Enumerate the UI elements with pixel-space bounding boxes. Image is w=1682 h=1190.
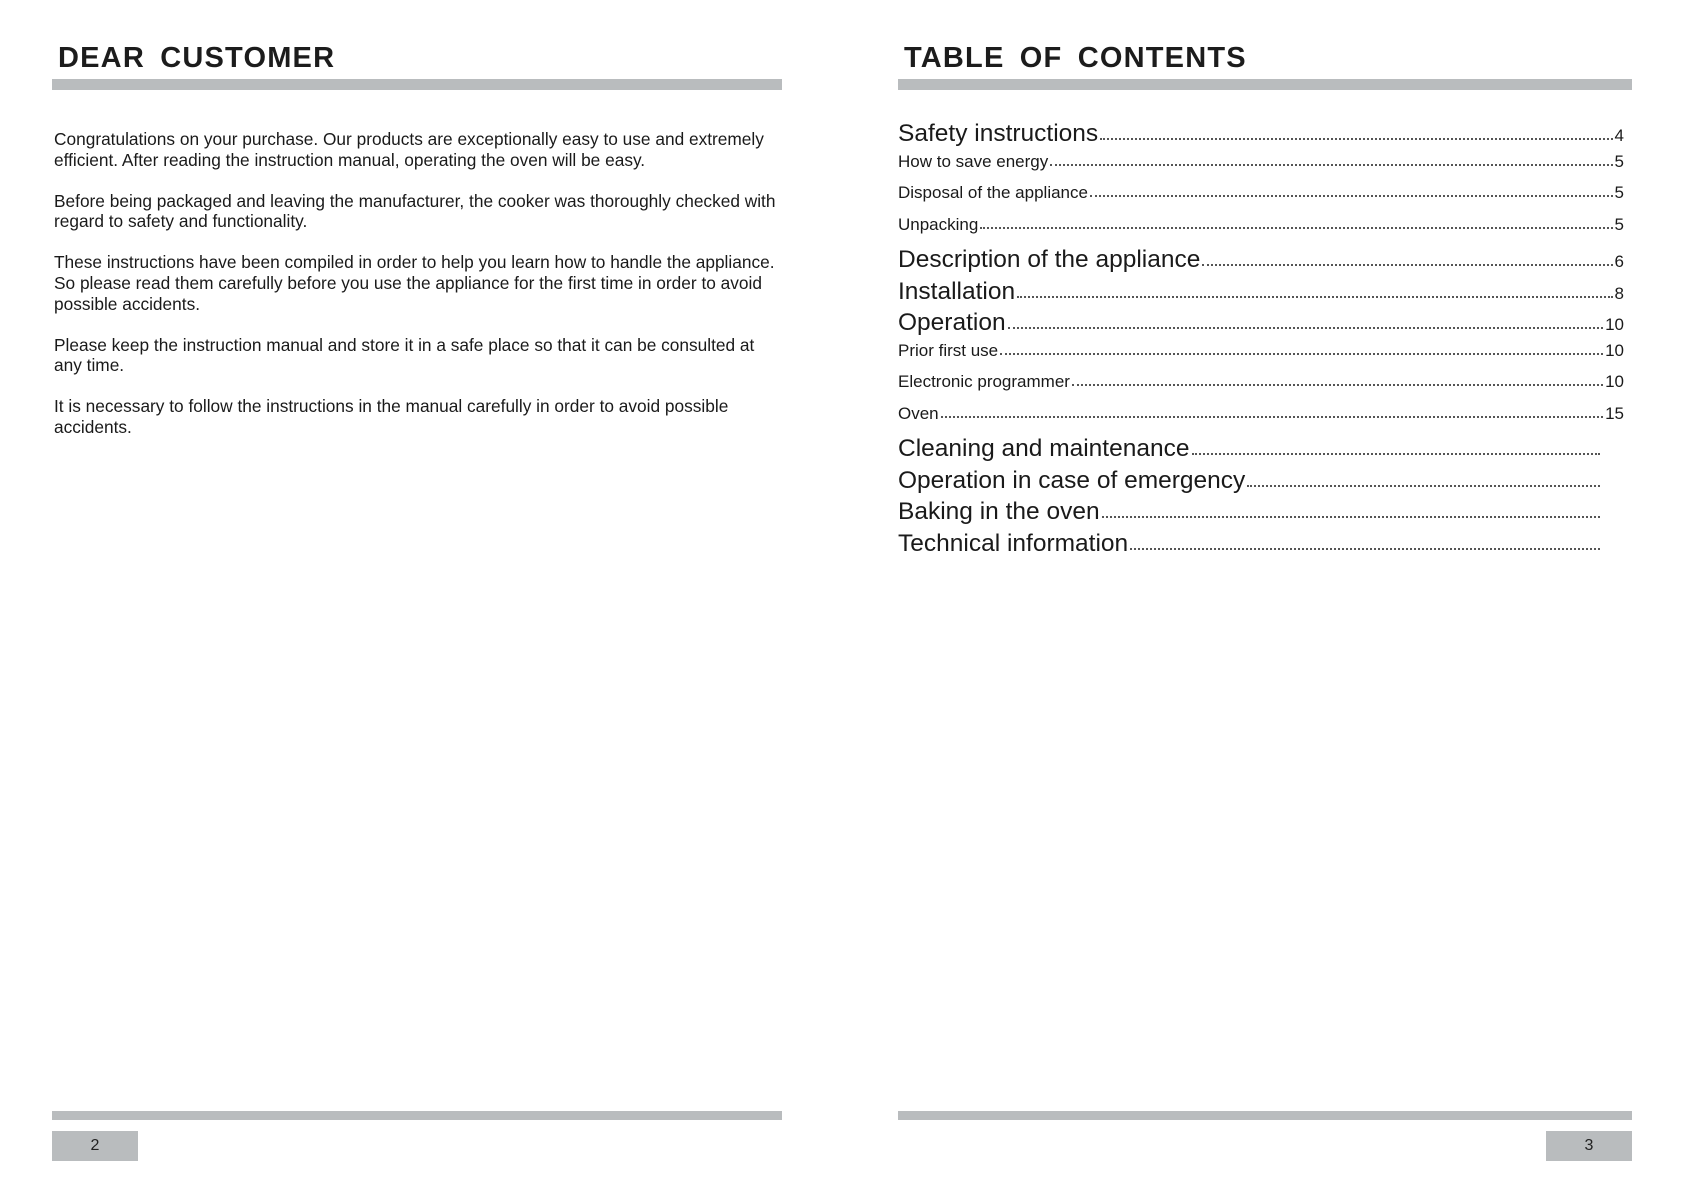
page-number: 3 [1546, 1131, 1632, 1161]
toc-entry [898, 246, 1624, 278]
toc-entry-title: Installation [898, 277, 1016, 305]
toc-entry [898, 498, 1624, 530]
toc-entry-title: How to save energy [898, 151, 1049, 171]
toc-dot-leader [1102, 512, 1600, 518]
page-heading: TABLE OF CONTENTS [904, 42, 1247, 74]
toc-entry-title: Unpacking [898, 214, 979, 234]
toc-entry-title: Cleaning and maintenance [898, 435, 1190, 462]
toc-dot-leader [1247, 481, 1600, 487]
toc-entry-title: Operation in case of emergency [898, 466, 1246, 494]
toc-dot-leader [1192, 449, 1601, 455]
toc-entry [898, 152, 1624, 184]
toc-dot-leader [1017, 292, 1612, 298]
toc-entry-title: Disposal of the appliance [898, 183, 1088, 202]
intro-paragraph: Congratulations on your purchase. Our products are exceptionally easy to use and extremely efficient. After reading the instruction manual, operating the oven will be easy. [54, 129, 764, 170]
right-page [898, 0, 1632, 1190]
toc-entry [898, 404, 1624, 436]
toc-entry-page: 5 [1614, 183, 1624, 202]
intro-text [54, 129, 784, 458]
table-of-contents [898, 120, 1624, 561]
toc-entry [898, 435, 1624, 467]
toc-entry-title: Technical information [898, 529, 1129, 557]
toc-entry [898, 215, 1624, 247]
page-number: 2 [52, 1131, 138, 1161]
toc-dot-leader [941, 412, 1603, 418]
toc-entry [898, 183, 1624, 215]
toc-entry-page: 10 [1605, 372, 1624, 391]
toc-entry-page: 15 [1605, 403, 1624, 423]
intro-paragraph: It is necessary to follow the instructions in the manual carefully in order to avoid possible accidents. [54, 396, 729, 437]
toc-entry-page: 4 [1614, 126, 1624, 145]
intro-paragraph: Before being packaged and leaving the manufacturer, the cooker was thoroughly checked with regard to safety and functionality. [54, 190, 776, 232]
toc-entry [898, 278, 1624, 310]
page-heading: DEAR CUSTOMER [58, 42, 336, 74]
toc-dot-leader [1050, 160, 1612, 166]
toc-entry-page: 6 [1614, 252, 1624, 271]
toc-entry-title: Safety instructions [898, 120, 1099, 147]
toc-entry-page: 5 [1614, 214, 1624, 234]
toc-entry-title: Operation [898, 309, 1006, 336]
toc-dot-leader [980, 223, 1612, 229]
toc-entry-title: Oven [898, 403, 939, 423]
toc-dot-leader [1130, 544, 1600, 550]
toc-entry-title: Electronic programmer [898, 372, 1070, 391]
left-page [52, 0, 788, 1190]
intro-paragraph: These instructions have been compiled in order to help you learn how to handle the appliance. So please read them carefully before you use the appliance for the first time in order to avoid possible accidents. [54, 252, 775, 314]
toc-entry-title: Baking in the oven [898, 498, 1100, 525]
toc-dot-leader [1008, 323, 1603, 329]
footer-rule [898, 1111, 1632, 1120]
toc-entry-page: 5 [1614, 151, 1624, 171]
toc-entry [898, 120, 1624, 152]
toc-dot-leader [1072, 380, 1603, 386]
footer-rule [52, 1111, 782, 1120]
toc-dot-leader [1100, 134, 1612, 140]
toc-entry [898, 467, 1624, 499]
toc-entry-page: 10 [1605, 315, 1624, 334]
toc-dot-leader [1090, 191, 1613, 197]
heading-rule [52, 79, 782, 90]
toc-entry [898, 309, 1624, 341]
toc-entry-title: Prior first use [898, 340, 999, 360]
toc-entry-title: Description of the appliance [898, 246, 1201, 273]
toc-entry [898, 372, 1624, 404]
toc-entry [898, 530, 1624, 562]
toc-entry-page: 10 [1605, 340, 1624, 360]
toc-dot-leader [1202, 260, 1612, 266]
intro-paragraph: Please keep the instruction manual and store it in a safe place so that it can be consulted at any time. [54, 334, 755, 376]
toc-entry [898, 341, 1624, 373]
toc-dot-leader [1000, 349, 1603, 355]
toc-entry-page: 8 [1614, 283, 1624, 303]
heading-rule [898, 79, 1632, 90]
